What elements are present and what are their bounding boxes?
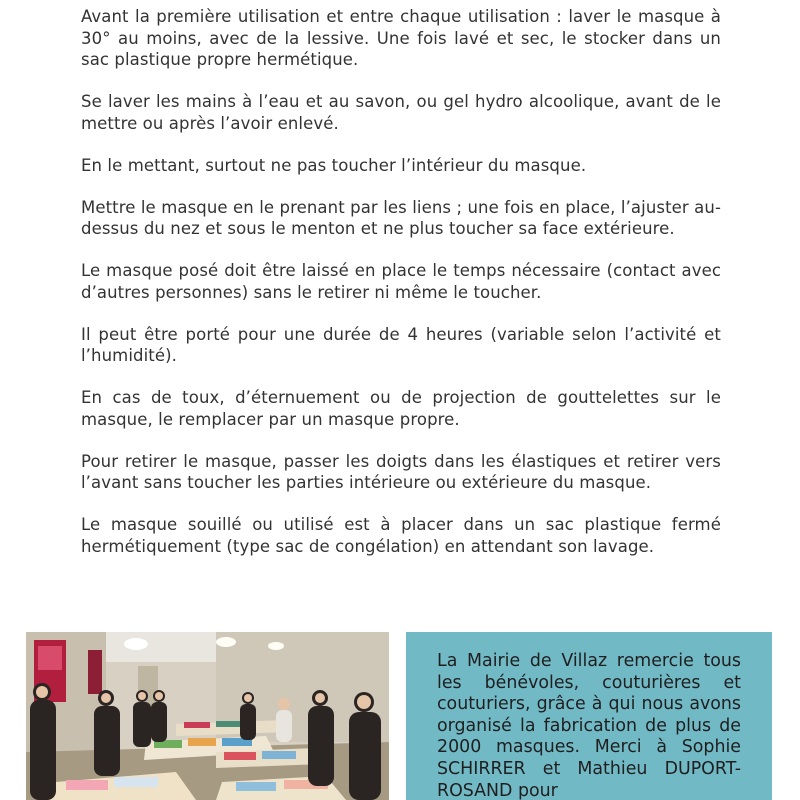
instruction-paragraph: En le mettant, surtout ne pas toucher l’intérieur du masque.: [81, 155, 587, 175]
instruction-paragraph: Avant la première utilisation et entre chaque utilisation : laver le masque à 30° au moins, avec de la lessive. Une fois lavé et sec, le stocker dans un sac plastique propre hermétique.: [81, 7, 721, 69]
instruction-paragraph: Se laver les mains à l’eau et au savon, ou gel hydro alcoolique, avant de le mettre ou après l’avoir enlevé.: [81, 92, 721, 133]
instruction-paragraph: Il peut être porté pour une durée de 4 heures (variable selon l’activité et l’humidité).: [81, 324, 721, 365]
volunteers-sewing-photo-icon: [26, 632, 389, 800]
instruction-paragraph: Le masque posé doit être laissé en place le temps nécessaire (contact avec d’autres personnes) sans le retirer ni même le toucher.: [81, 261, 721, 302]
instruction-paragraph: En cas de toux, d’éternuement ou de projection de gouttelettes sur le masque, le remplacer par un masque propre.: [81, 388, 721, 429]
instruction-paragraph: Pour retirer le masque, passer les doigts dans les élastiques et retirer vers l’avant sans toucher les parties intérieure ou extérieure du masque.: [81, 451, 721, 492]
mask-instructions: [81, 6, 721, 578]
volunteers-photo: [26, 632, 389, 800]
instruction-paragraph: Le masque souillé ou utilisé est à placer dans un sac plastique fermé hermétiquement (type sac de congélation) en attendant son lavage.: [81, 515, 721, 556]
thanks-text: La Mairie de Villaz remercie tous les bénévoles, couturières et couturiers, grâce à qui nous avons organisé la fabrication de plus de 2000 masques. Merci à Sophie SCHIRRER et Mathieu DUPORT-ROSAND pour: [437, 651, 741, 800]
instruction-paragraph: Mettre le masque en le prenant par les liens ; une fois en place, l’ajuster au-dessus du nez et sous le menton et ne plus toucher sa face extérieure.: [81, 197, 721, 238]
thanks-panel: [406, 632, 772, 800]
